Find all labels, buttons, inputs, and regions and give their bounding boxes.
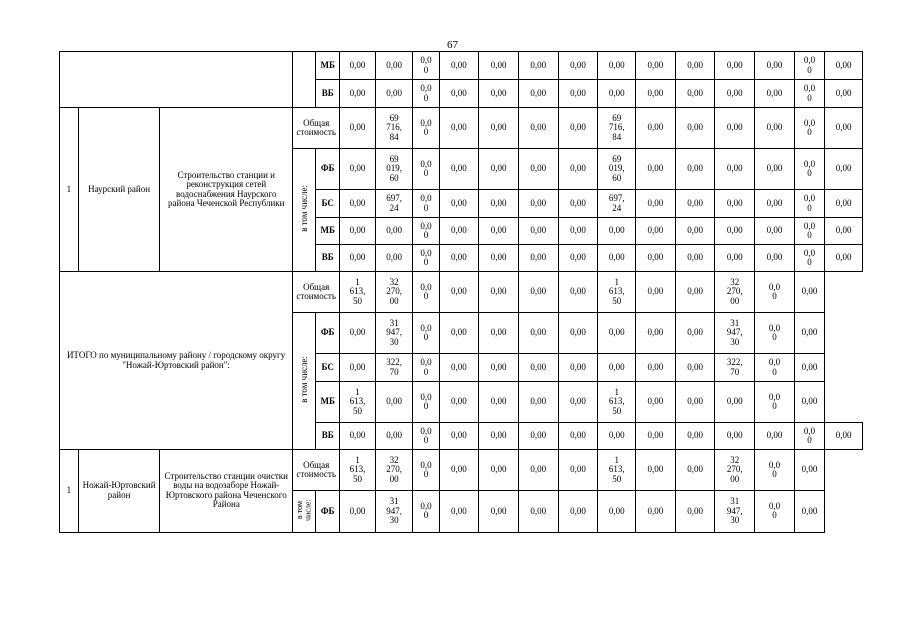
- table-row: [60, 450, 863, 491]
- value-cell: 0,00: [825, 423, 863, 450]
- value-cell: 0,00: [518, 218, 558, 245]
- value-cell: 0,00: [439, 52, 479, 80]
- value-cell: 0,00: [598, 354, 636, 382]
- value-cell: 0,00: [439, 272, 479, 313]
- value-cell: 0,0 0: [794, 245, 824, 272]
- value-cell: 0,00: [518, 272, 558, 313]
- page-number: 67: [447, 39, 458, 51]
- value-cell: 0,00: [825, 52, 863, 80]
- value-cell: 0,00: [558, 382, 598, 423]
- row-label-mb: МБ: [316, 382, 340, 423]
- value-cell: 0,00: [636, 423, 676, 450]
- value-cell: 0,00: [675, 149, 715, 190]
- value-cell: 0,00: [518, 108, 558, 149]
- value-cell: 0,00: [439, 108, 479, 149]
- value-cell: 0,0 0: [413, 382, 439, 423]
- value-cell: 0,00: [675, 218, 715, 245]
- including-label: в том числе:: [293, 491, 316, 533]
- value-cell: 0,0 0: [413, 272, 439, 313]
- value-cell: 0,00: [715, 108, 755, 149]
- value-cell: 0,00: [598, 218, 636, 245]
- value-cell: 0,00: [340, 354, 376, 382]
- value-cell: 0,00: [439, 354, 479, 382]
- value-cell: 31 947, 30: [375, 313, 413, 354]
- including-label: в том числе:: [293, 149, 316, 272]
- value-cell: 0,00: [825, 149, 863, 190]
- value-cell: 0,00: [825, 218, 863, 245]
- value-cell: 0,00: [518, 491, 558, 533]
- value-cell: 1 613, 50: [598, 450, 636, 491]
- row-label-bs: БС: [316, 190, 340, 218]
- value-cell: 0,00: [518, 52, 558, 80]
- project-name: Строительство станции очистки воды на водозаборе Ножай-Юртовского района Чеченского Района: [160, 450, 293, 533]
- subtotal-title: ИТОГО по муниципальному району / городскому округу "Ножай-Юртовский район":: [60, 272, 293, 450]
- value-cell: 0,00: [636, 491, 676, 533]
- value-cell: 0,00: [375, 382, 413, 423]
- value-cell: 0,00: [479, 382, 519, 423]
- row-number: 1: [60, 450, 79, 533]
- value-cell: 0,00: [439, 149, 479, 190]
- value-cell: 0,00: [675, 450, 715, 491]
- value-cell: 0,00: [755, 149, 795, 190]
- value-cell: 0,00: [715, 80, 755, 108]
- value-cell: 0,0 0: [755, 313, 795, 354]
- value-cell: 0,00: [755, 190, 795, 218]
- total-cost-label: Общая стоимость: [293, 450, 340, 491]
- value-cell: 0,00: [755, 80, 795, 108]
- value-cell: 0,0 0: [413, 190, 439, 218]
- value-cell: 0,00: [340, 423, 376, 450]
- value-cell: 0,00: [479, 491, 519, 533]
- value-cell: 0,0 0: [755, 272, 795, 313]
- value-cell: 0,00: [794, 354, 824, 382]
- value-cell: 322, 70: [715, 354, 755, 382]
- value-cell: 0,00: [675, 313, 715, 354]
- value-cell: 0,0 0: [794, 218, 824, 245]
- value-cell: 0,00: [598, 245, 636, 272]
- value-cell: 0,00: [794, 272, 824, 313]
- value-cell: 0,00: [715, 245, 755, 272]
- value-cell: 0,00: [636, 382, 676, 423]
- value-cell: 1 613, 50: [598, 272, 636, 313]
- value-cell: 0,00: [340, 491, 376, 533]
- value-cell: 0,00: [479, 272, 519, 313]
- value-cell: 0,00: [375, 80, 413, 108]
- value-cell: 0,00: [439, 190, 479, 218]
- value-cell: 0,00: [636, 108, 676, 149]
- value-cell: 0,0 0: [413, 491, 439, 533]
- blank-cell: [60, 52, 293, 108]
- value-cell: 0,00: [479, 218, 519, 245]
- value-cell: 0,00: [340, 108, 376, 149]
- value-cell: 0,0 0: [755, 491, 795, 533]
- value-cell: 0,00: [794, 382, 824, 423]
- value-cell: 0,0 0: [794, 190, 824, 218]
- budget-table: [59, 51, 863, 533]
- value-cell: 32 270, 00: [375, 272, 413, 313]
- value-cell: 0,00: [598, 313, 636, 354]
- value-cell: 0,00: [439, 218, 479, 245]
- value-cell: 0,00: [479, 190, 519, 218]
- value-cell: 0,00: [558, 245, 598, 272]
- including-label: в том числе:: [293, 313, 316, 450]
- value-cell: 0,00: [439, 245, 479, 272]
- row-label-vb: ВБ: [316, 245, 340, 272]
- value-cell: 0,00: [518, 80, 558, 108]
- value-cell: 0,00: [715, 149, 755, 190]
- value-cell: 0,0 0: [413, 245, 439, 272]
- value-cell: 0,00: [825, 108, 863, 149]
- value-cell: 0,00: [636, 313, 676, 354]
- value-cell: 0,00: [825, 80, 863, 108]
- value-cell: 0,00: [558, 354, 598, 382]
- value-cell: 0,00: [636, 450, 676, 491]
- row-label-fb: ФБ: [316, 491, 340, 533]
- row-label-mb: МБ: [316, 52, 340, 80]
- value-cell: 31 947, 30: [715, 313, 755, 354]
- value-cell: 0,00: [558, 52, 598, 80]
- value-cell: 0,00: [439, 423, 479, 450]
- value-cell: 0,00: [794, 491, 824, 533]
- row-label-bs: БС: [316, 354, 340, 382]
- value-cell: 0,00: [340, 218, 376, 245]
- value-cell: 0,00: [518, 190, 558, 218]
- value-cell: 0,00: [558, 450, 598, 491]
- value-cell: 0,00: [675, 80, 715, 108]
- row-label-vb: ВБ: [316, 423, 340, 450]
- value-cell: 0,00: [636, 52, 676, 80]
- value-cell: 0,00: [715, 423, 755, 450]
- value-cell: 0,00: [340, 313, 376, 354]
- value-cell: 1 613, 50: [340, 382, 376, 423]
- value-cell: 0,0 0: [413, 52, 439, 80]
- value-cell: 0,00: [755, 218, 795, 245]
- row-label-mb: МБ: [316, 218, 340, 245]
- value-cell: 0,0 0: [413, 149, 439, 190]
- value-cell: 0,00: [675, 190, 715, 218]
- value-cell: 0,00: [375, 245, 413, 272]
- value-cell: 0,00: [479, 108, 519, 149]
- value-cell: 69 716, 84: [598, 108, 636, 149]
- value-cell: 0,0 0: [755, 450, 795, 491]
- value-cell: 0,00: [375, 52, 413, 80]
- value-cell: 0,00: [479, 149, 519, 190]
- value-cell: 0,00: [755, 245, 795, 272]
- value-cell: 0,00: [675, 245, 715, 272]
- value-cell: 0,00: [479, 80, 519, 108]
- value-cell: 31 947, 30: [715, 491, 755, 533]
- value-cell: 0,0 0: [413, 80, 439, 108]
- value-cell: 0,00: [439, 491, 479, 533]
- value-cell: 0,00: [636, 272, 676, 313]
- value-cell: 0,00: [636, 218, 676, 245]
- value-cell: 0,00: [558, 190, 598, 218]
- value-cell: 0,00: [675, 382, 715, 423]
- table-row: [60, 108, 863, 149]
- value-cell: 0,00: [636, 80, 676, 108]
- table-row: [60, 52, 863, 80]
- value-cell: 32 270, 00: [375, 450, 413, 491]
- value-cell: 0,0 0: [755, 382, 795, 423]
- value-cell: 0,00: [558, 149, 598, 190]
- value-cell: 0,0 0: [413, 313, 439, 354]
- value-cell: 0,00: [518, 245, 558, 272]
- value-cell: 0,00: [479, 245, 519, 272]
- value-cell: 0,00: [558, 80, 598, 108]
- value-cell: 0,00: [755, 108, 795, 149]
- value-cell: 0,00: [598, 423, 636, 450]
- value-cell: 0,0 0: [794, 149, 824, 190]
- value-cell: 0,00: [340, 80, 376, 108]
- value-cell: 1 613, 50: [340, 272, 376, 313]
- value-cell: 69 716, 84: [375, 108, 413, 149]
- value-cell: 0,00: [558, 491, 598, 533]
- value-cell: 0,00: [439, 382, 479, 423]
- value-cell: 0,0 0: [413, 218, 439, 245]
- value-cell: 0,00: [794, 450, 824, 491]
- row-number: 1: [60, 108, 79, 272]
- value-cell: 0,00: [675, 423, 715, 450]
- row-label-fb: ФБ: [316, 149, 340, 190]
- value-cell: 0,00: [558, 423, 598, 450]
- value-cell: 0,00: [636, 149, 676, 190]
- value-cell: 0,00: [636, 354, 676, 382]
- value-cell: 0,00: [598, 80, 636, 108]
- value-cell: 0,00: [794, 313, 824, 354]
- value-cell: 0,00: [715, 52, 755, 80]
- value-cell: 697, 24: [598, 190, 636, 218]
- value-cell: 31 947, 30: [375, 491, 413, 533]
- value-cell: 0,00: [636, 245, 676, 272]
- blank-cell: [293, 52, 316, 108]
- value-cell: 0,00: [340, 52, 376, 80]
- value-cell: 0,00: [715, 218, 755, 245]
- value-cell: 0,00: [825, 190, 863, 218]
- value-cell: 697, 24: [375, 190, 413, 218]
- value-cell: 0,00: [518, 423, 558, 450]
- value-cell: 0,00: [340, 149, 376, 190]
- value-cell: 0,00: [518, 354, 558, 382]
- value-cell: 0,0 0: [413, 423, 439, 450]
- value-cell: 69 019, 60: [375, 149, 413, 190]
- value-cell: 0,00: [479, 450, 519, 491]
- value-cell: 0,00: [375, 423, 413, 450]
- value-cell: 0,00: [439, 450, 479, 491]
- district-name: Ножай-Юртовский район: [78, 450, 160, 533]
- total-cost-label: Общая стоимость: [293, 108, 340, 149]
- value-cell: 0,00: [479, 423, 519, 450]
- value-cell: 1 613, 50: [340, 450, 376, 491]
- value-cell: 0,00: [518, 382, 558, 423]
- value-cell: 0,00: [479, 354, 519, 382]
- value-cell: 0,00: [558, 218, 598, 245]
- value-cell: 0,00: [518, 450, 558, 491]
- value-cell: 0,00: [439, 80, 479, 108]
- value-cell: 0,00: [715, 190, 755, 218]
- value-cell: 0,0 0: [794, 52, 824, 80]
- value-cell: 0,00: [375, 218, 413, 245]
- value-cell: 0,00: [675, 354, 715, 382]
- value-cell: 32 270, 00: [715, 272, 755, 313]
- value-cell: 0,00: [558, 272, 598, 313]
- value-cell: 0,00: [825, 245, 863, 272]
- value-cell: 0,00: [675, 108, 715, 149]
- value-cell: 0,0 0: [794, 108, 824, 149]
- value-cell: 0,0 0: [755, 354, 795, 382]
- value-cell: 0,00: [636, 190, 676, 218]
- value-cell: 0,00: [715, 382, 755, 423]
- value-cell: 1 613, 50: [598, 382, 636, 423]
- value-cell: 0,0 0: [413, 354, 439, 382]
- value-cell: 0,00: [558, 313, 598, 354]
- value-cell: 0,00: [675, 272, 715, 313]
- value-cell: 0,0 0: [794, 423, 824, 450]
- value-cell: 69 019, 60: [598, 149, 636, 190]
- value-cell: 32 270, 00: [715, 450, 755, 491]
- row-label-vb: ВБ: [316, 80, 340, 108]
- value-cell: 0,00: [558, 108, 598, 149]
- row-label-fb: ФБ: [316, 313, 340, 354]
- value-cell: 322, 70: [375, 354, 413, 382]
- value-cell: 0,0 0: [794, 80, 824, 108]
- value-cell: 0,00: [598, 52, 636, 80]
- value-cell: 0,00: [755, 423, 795, 450]
- value-cell: 0,00: [479, 313, 519, 354]
- value-cell: 0,0 0: [413, 450, 439, 491]
- value-cell: 0,0 0: [413, 108, 439, 149]
- value-cell: 0,00: [675, 52, 715, 80]
- value-cell: 0,00: [598, 491, 636, 533]
- value-cell: 0,00: [340, 245, 376, 272]
- table-row: [60, 272, 863, 313]
- value-cell: 0,00: [340, 190, 376, 218]
- value-cell: 0,00: [439, 313, 479, 354]
- total-cost-label: Общая стоимость: [293, 272, 340, 313]
- value-cell: 0,00: [755, 52, 795, 80]
- project-name: Строительство станции и реконструкция сетей водоснабжения Наурского района Чеченской Республики: [160, 108, 293, 272]
- value-cell: 0,00: [675, 491, 715, 533]
- value-cell: 0,00: [518, 149, 558, 190]
- value-cell: 0,00: [518, 313, 558, 354]
- district-name: Наурский район: [78, 108, 160, 272]
- value-cell: 0,00: [479, 52, 519, 80]
